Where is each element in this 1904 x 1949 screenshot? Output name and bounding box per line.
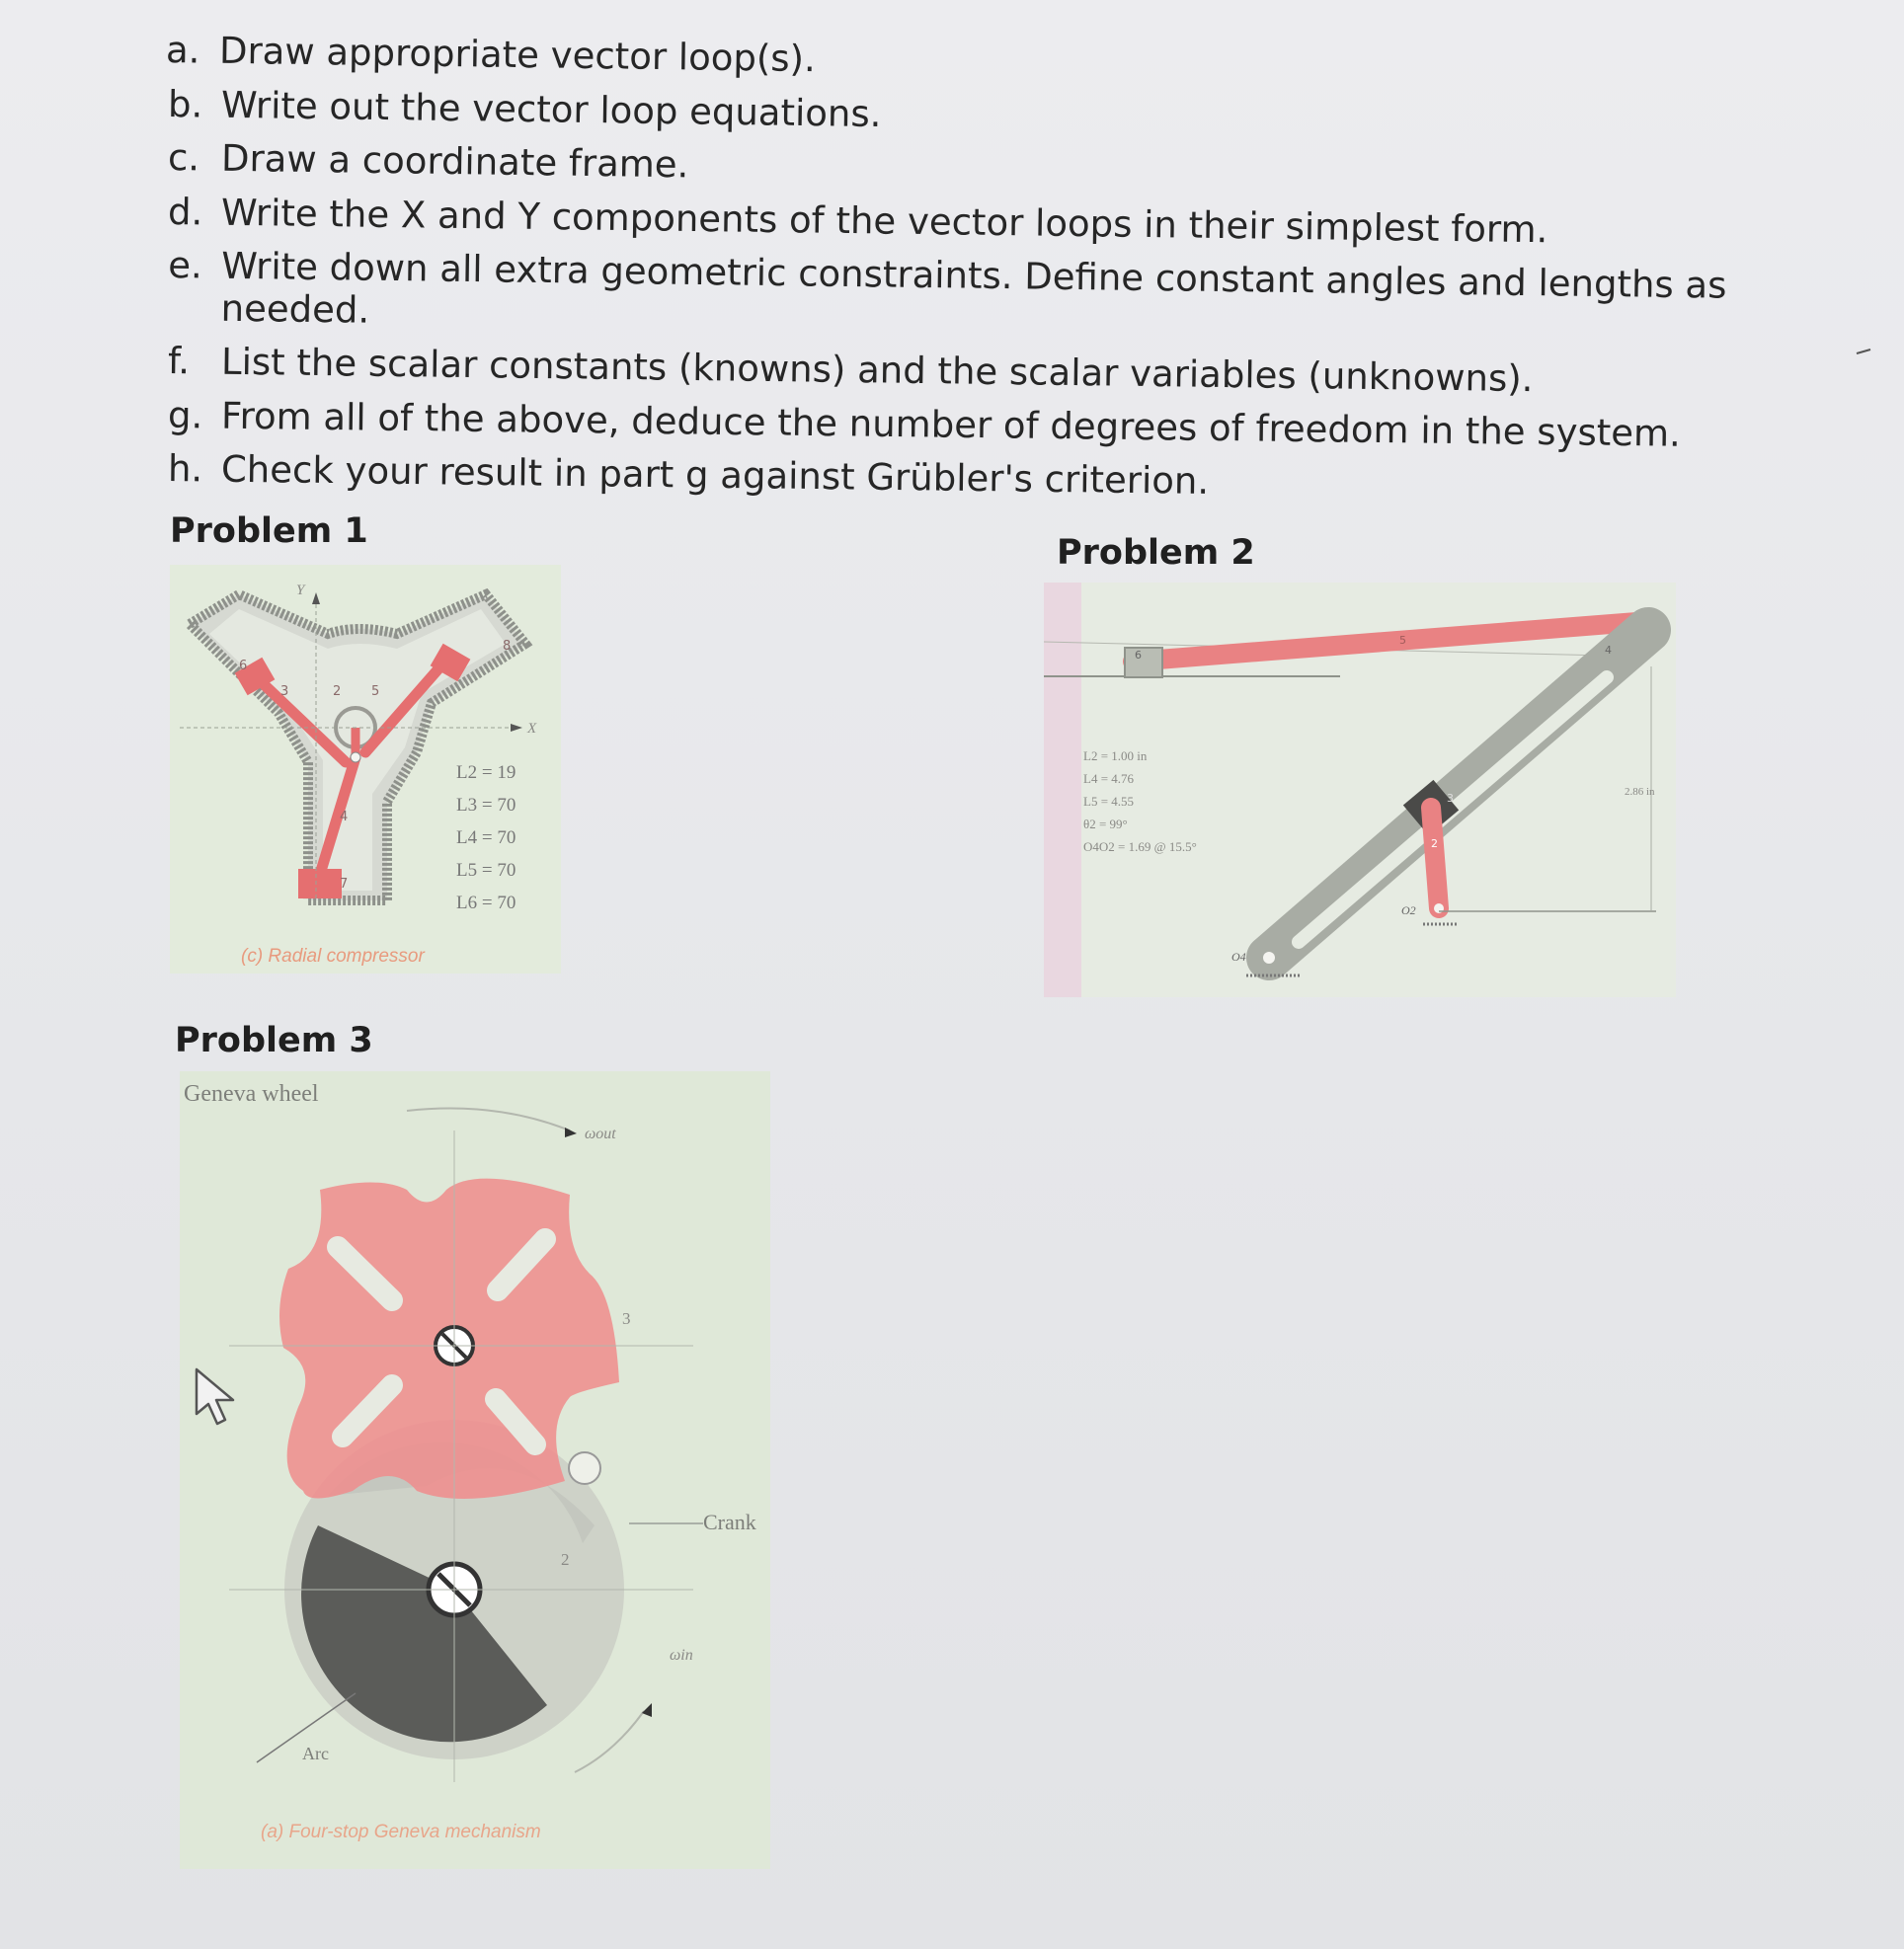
figure-heading: Geneva wheel bbox=[184, 1081, 319, 1107]
link-4 bbox=[1269, 630, 1648, 958]
instruction-text: From all of the above, deduce the number of degrees of freedom in the system. bbox=[220, 394, 1682, 455]
dimension-label: 2.86 in bbox=[1625, 786, 1655, 798]
piston-7 bbox=[298, 869, 342, 898]
link-label: 6 bbox=[1135, 649, 1142, 662]
radial-compressor-figure bbox=[170, 565, 561, 974]
problem2-title: Problem 2 bbox=[1057, 533, 1255, 573]
instruction-letter: a. bbox=[165, 29, 200, 72]
length-value: L3 = 70 bbox=[456, 795, 516, 816]
length-value: L2 = 19 bbox=[456, 762, 516, 783]
instruction-text: Check your result in part g against Grübler's criterion. bbox=[220, 448, 1210, 504]
pivot-label: O4 bbox=[1231, 950, 1246, 964]
link-label: 2 bbox=[333, 684, 342, 699]
instruction-item bbox=[168, 192, 1847, 256]
instruction-letter: b. bbox=[167, 82, 203, 126]
link-label: 4 bbox=[1605, 644, 1612, 657]
instruction-letter: c. bbox=[167, 136, 200, 180]
link-label: 2 bbox=[561, 1550, 570, 1569]
figure-caption: (a) Four-stop Geneva mechanism bbox=[261, 1822, 541, 1842]
crank-label: Crank bbox=[703, 1510, 756, 1534]
mouse-cursor-icon bbox=[194, 1366, 239, 1428]
problem3-title: Problem 3 bbox=[175, 1021, 373, 1060]
link-label: 2 bbox=[1431, 837, 1438, 850]
instruction-item bbox=[168, 341, 1847, 405]
problem1-title: Problem 1 bbox=[170, 511, 368, 551]
link-label: 6 bbox=[239, 659, 248, 673]
slider-6 bbox=[1125, 648, 1162, 677]
link-label: 7 bbox=[340, 877, 349, 892]
arc-label: Arc bbox=[302, 1744, 329, 1763]
spec-value: L2 = 1.00 in bbox=[1083, 748, 1148, 763]
instruction-item bbox=[168, 395, 1847, 457]
instruction-letter: g. bbox=[167, 393, 203, 437]
link-label: 4 bbox=[340, 810, 349, 824]
instruction-item bbox=[167, 245, 1847, 351]
length-value: L4 = 70 bbox=[456, 827, 516, 848]
pivot-label: O2 bbox=[1401, 903, 1416, 917]
y-axis-label: Y bbox=[296, 583, 305, 598]
instruction-item bbox=[168, 448, 1847, 510]
instruction-text: Write out the vector loop equations. bbox=[220, 83, 882, 135]
omega-in-label: ωin bbox=[670, 1647, 693, 1664]
link-label: 5 bbox=[371, 684, 380, 699]
instruction-item bbox=[166, 30, 1847, 95]
instruction-text: Write down all extra geometric constraints. Define constant angles and lengths as needed. bbox=[220, 244, 1727, 332]
length-value: L5 = 70 bbox=[456, 860, 516, 881]
spec-value: O4O2 = 1.69 @ 15.5° bbox=[1083, 839, 1197, 854]
spec-value: L4 = 4.76 bbox=[1083, 771, 1135, 786]
x-axis-arrow-icon bbox=[511, 724, 522, 732]
omega-out-label: ωout bbox=[585, 1126, 616, 1142]
radial-compressor-diagram bbox=[170, 565, 561, 974]
slider-linkage-diagram bbox=[1044, 583, 1676, 997]
slider-linkage-figure bbox=[1044, 583, 1676, 997]
x-axis-label: X bbox=[527, 721, 537, 737]
pen-mark-icon bbox=[1855, 348, 1874, 357]
instruction-text: Draw a coordinate frame. bbox=[220, 136, 689, 187]
instruction-letter: e. bbox=[168, 244, 203, 287]
figure-caption: (c) Radial compressor bbox=[241, 946, 425, 967]
instruction-text: Write the X and Y components of the vector loops in their simplest form. bbox=[220, 191, 1548, 251]
link-label: 3 bbox=[622, 1309, 631, 1328]
geneva-mechanism-figure bbox=[180, 1071, 770, 1869]
instruction-text: List the scalar constants (knowns) and the scalar variables (unknowns). bbox=[220, 340, 1534, 401]
link-label: 3 bbox=[1447, 792, 1454, 805]
link-2 bbox=[1431, 808, 1439, 908]
link-label: 5 bbox=[1399, 634, 1406, 647]
instruction-letter: f. bbox=[167, 340, 191, 383]
y-axis-arrow-icon bbox=[312, 592, 320, 604]
instruction-list bbox=[165, 29, 1847, 504]
link-label: 3 bbox=[280, 684, 289, 699]
instruction-text: Draw appropriate vector loop(s). bbox=[218, 29, 817, 81]
spec-value: L5 = 4.55 bbox=[1083, 794, 1135, 809]
spec-value: θ2 = 99° bbox=[1083, 817, 1128, 831]
drive-pin bbox=[569, 1452, 600, 1484]
instruction-letter: d. bbox=[167, 190, 203, 234]
geneva-mechanism-diagram bbox=[180, 1071, 770, 1869]
length-value: L6 = 70 bbox=[456, 893, 516, 913]
link-5 bbox=[1133, 622, 1636, 662]
instruction-letter: h. bbox=[167, 447, 203, 491]
link-label: 8 bbox=[503, 639, 512, 654]
